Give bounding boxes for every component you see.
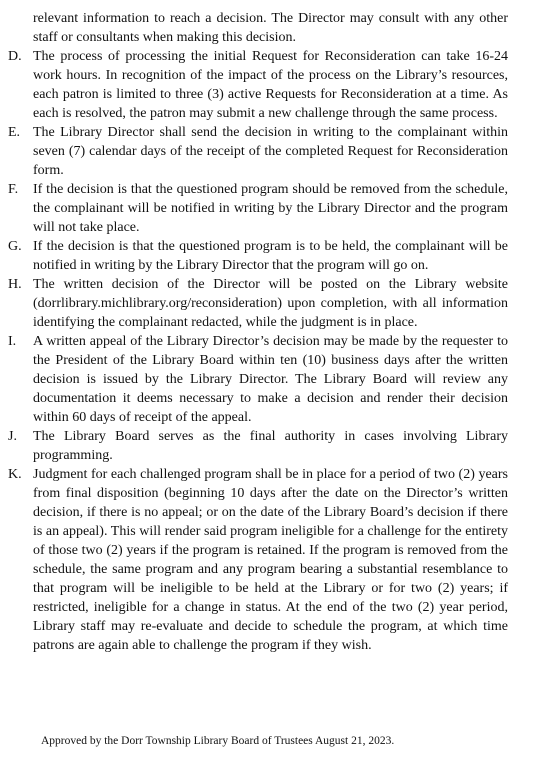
list-item-text: A written appeal of the Library Director’s decision may be made by the requester to the President of the Library Board within ten (10) business days after the written decision is issued by the Library Director. The Library Board will review any documentation it deems necessary to make a decision and render their decision within 60 days of receipt of the appeal. bbox=[33, 334, 508, 425]
list-item-text: Judgment for each challenged program shall be in place for a period of two (2) years from final disposition (beginning 10 days after the date on the Director’s written decision, if there is no appeal; or on the date of the Library Board’s decision if there is an appeal). This will render said program ineligible for a challenge for the entirety of those two (2) years if the program is retained. If the program is removed from the schedule, the same program and any program bearing a substantial resemblance to that program will be ineligible to be held at the Library or for two (2) years; if restricted, ineligible for a change in status. At the end of the two (2) year period, Library staff may re-evaluate and decide to schedule the program, at which time patrons are again able to challenge the program if they wish. bbox=[33, 467, 508, 653]
list-item-e bbox=[8, 123, 508, 180]
list-item-continuation bbox=[8, 9, 508, 47]
list-item-letter: K. bbox=[8, 467, 22, 482]
list-item-h bbox=[8, 275, 508, 332]
list-item-letter: G. bbox=[8, 239, 22, 254]
list-item-text: If the decision is that the questioned program is to be held, the complainant will be notified in writing by the Library Director that the program will go on. bbox=[33, 239, 508, 273]
list-item-letter bbox=[8, 9, 33, 47]
list-item-text: If the decision is that the questioned program should be removed from the schedule, the complainant will be notified in writing by the Library Director and the program will not take place. bbox=[33, 182, 508, 235]
list-item-text: The written decision of the Director will be posted on the Library website (dorrlibrary.michlibrary.org/reconsideration) upon completion, with all information identifying the complainant redacted, while the judgment is in place. bbox=[33, 277, 508, 330]
list-item-text: relevant information to reach a decision. The Director may consult with any other staff or consultants when making this decision. bbox=[33, 11, 508, 45]
policy-list bbox=[8, 9, 508, 655]
list-item-text: The Library Director shall send the decision in writing to the complainant within seven (7) calendar days of the receipt of the completed Request for Reconsideration form. bbox=[33, 125, 508, 178]
list-item-d bbox=[8, 47, 508, 123]
approval-footer: Approved by the Dorr Township Library Board of Trustees August 21, 2023. bbox=[41, 735, 395, 747]
list-item-letter: D. bbox=[8, 49, 22, 64]
list-item-letter: H. bbox=[8, 277, 22, 292]
list-item-text: The process of processing the initial Request for Reconsideration can take 16-24 work hours. In recognition of the impact of the process on the Library’s resources, each patron is limited to three (3) active Requests for Reconsideration at a time. As each is resolved, the patron may submit a new challenge through the same process. bbox=[33, 49, 508, 121]
list-item-letter: E. bbox=[8, 125, 21, 140]
list-item-text: The Library Board serves as the final authority in cases involving Library programming. bbox=[33, 429, 508, 463]
list-item-letter: J. bbox=[8, 429, 17, 444]
list-item-i bbox=[8, 332, 508, 427]
list-item-letter: I. bbox=[8, 334, 17, 349]
list-item-f bbox=[8, 180, 508, 237]
list-item-g bbox=[8, 237, 508, 275]
list-item-j bbox=[8, 427, 508, 465]
list-item-letter: F. bbox=[8, 182, 19, 197]
list-item-k bbox=[8, 465, 508, 655]
